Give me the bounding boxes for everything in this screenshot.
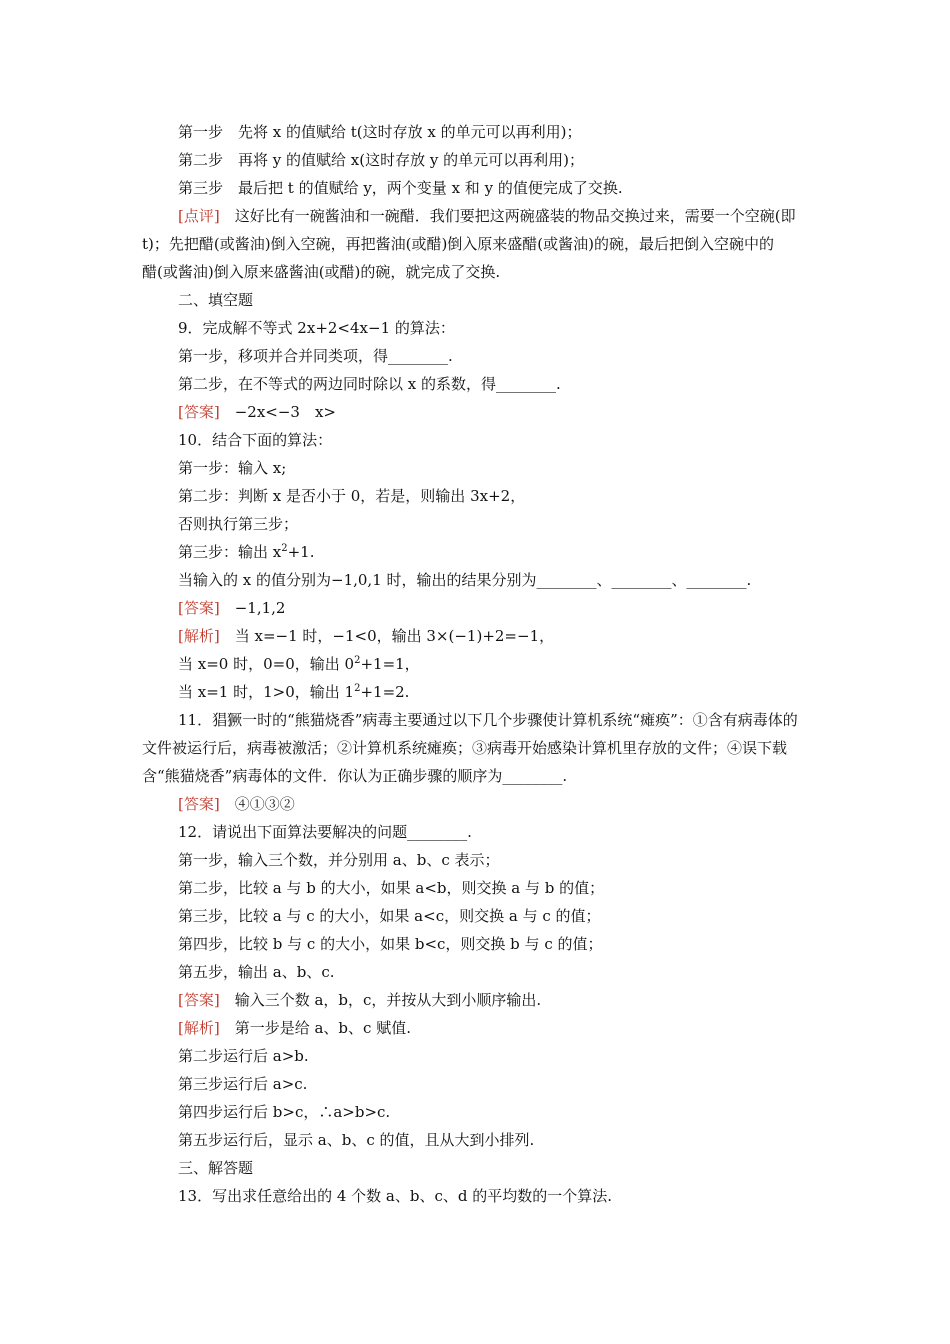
analysis-tag: [解析] [178,627,220,645]
comment-tag: [点评] [178,207,220,225]
q12-step-5: 第五步，输出 a、b、c. [178,963,335,981]
q12-answer [178,989,541,1011]
q10-analysis-3-exponent: 2 [354,683,361,694]
q12-analysis-3: 第三步运行后 a>c. [178,1075,308,1093]
q9-step-1: 第一步，移项并合并同类项，得________. [178,347,453,365]
q10-step-2b: 否则执行第三步； [178,515,299,533]
q9-step-2: 第二步，在不等式的两边同时除以 x 的系数，得________. [178,375,561,393]
comment-line-2: t)；先把醋(或酱油)倒入空碗，再把酱油(或醋)倒入原来盛醋(或酱油)的碗，最后把倒入空碗中的 [142,235,774,253]
q12-step-4: 第四步，比较 b 与 c 的大小，如果 b<c，则交换 b 与 c 的值； [178,935,603,953]
q10-step-3 [178,541,315,563]
section-2-title: 二、填空题 [178,291,254,309]
q9-stem: 9．完成解不等式 2x+2<4x−1 的算法： [178,319,455,337]
q10-question: 当输入的 x 的值分别为−1,0,1 时，输出的结果分别为________、________、________. [178,571,752,589]
q10-answer [178,597,285,619]
q12-step-1: 第一步，输入三个数，并分别用 a、b、c 表示； [178,851,500,869]
q11-line-2: 文件被运行后，病毒被激活；②计算机系统瘫痪；③病毒开始感染计算机里存放的文件；④误下载 [142,739,788,757]
q12-analysis-2: 第二步运行后 a>b. [178,1047,309,1065]
q10-analysis-3-text: 当 x=1 时，1>0，输出 1 [178,683,355,701]
q10-step-1: 第一步：输入 x; [178,459,287,477]
q10-step-3-exponent: 2 [281,543,288,554]
q10-step-3-text: 第三步：输出 x [178,543,282,561]
answer-text: −1,1,2 [219,599,286,617]
answer-tag: [答案] [178,403,220,421]
q10-stem: 10．结合下面的算法： [178,431,333,449]
q13-stem: 13．写出求任意给出的 4 个数 a、b、c、d 的平均数的一个算法. [178,1187,613,1205]
answer-text: ④①③② [219,795,295,813]
q10-analysis-2-exponent: 2 [354,655,361,666]
q10-step-3-tail: +1. [287,543,315,561]
answer-tag: [答案] [178,795,220,813]
answer-tag: [答案] [178,991,220,1009]
answer-tag: [答案] [178,599,220,617]
comment-text-1: 这好比有一碗酱油和一碗醋．我们要把这两碗盛装的物品交换过来，需要一个空碗(即 [219,207,796,225]
q12-analysis-1 [178,1017,411,1039]
q10-analysis-3-tail: +1=2. [360,683,410,701]
q12-step-2: 第二步，比较 a 与 b 的大小，如果 a<b，则交换 a 与 b 的值； [178,879,605,897]
step-2-line: 第二步 再将 y 的值赋给 x(这时存放 y 的单元可以再利用)； [178,151,584,169]
step-3-line: 第三步 最后把 t 的值赋给 y，两个变量 x 和 y 的值便完成了交换. [178,179,623,197]
q10-analysis-2-tail: +1=1， [360,655,420,673]
answer-text: 输入三个数 a，b，c，并按从大到小顺序输出. [219,991,542,1009]
q12-step-3: 第三步，比较 a 与 c 的大小，如果 a<c，则交换 a 与 c 的值； [178,907,601,925]
q10-analysis-2-text: 当 x=0 时，0=0，输出 0 [178,655,355,673]
q11-line-1: 11．猖獗一时的“熊猫烧香”病毒主要通过以下几个步骤使计算机系统“瘫痪”：①含有病毒体的 [178,711,798,729]
q10-analysis-3 [178,681,409,703]
q12-analysis-5: 第五步运行后，显示 a、b、c 的值，且从大到小排列. [178,1131,535,1149]
q11-answer [178,793,295,815]
q10-analysis-2 [178,653,420,675]
analysis-tag: [解析] [178,1019,220,1037]
q12-analysis-4: 第四步运行后 b>c，∴a>b>c. [178,1103,391,1121]
q10-step-2: 第二步：判断 x 是否小于 0，若是，则输出 3x+2， [178,487,526,505]
comment-line-1 [178,205,796,227]
q10-analysis-1 [178,625,554,647]
q9-answer [178,401,336,423]
q12-stem: 12．请说出下面算法要解决的问题________. [178,823,472,841]
q11-line-3: 含“熊猫烧香”病毒体的文件．你认为正确步骤的顺序为________. [142,767,568,785]
comment-line-3: 醋(或酱油)倒入原来盛酱油(或醋)的碗，就完成了交换. [142,263,501,281]
answer-text: −2x<−3 x> [219,403,336,421]
analysis-text: 当 x=−1 时，−1<0，输出 3×(−1)+2=−1， [219,627,555,645]
step-1-line: 第一步 先将 x 的值赋给 t(这时存放 x 的单元可以再利用)； [178,123,582,141]
section-3-title: 三、解答题 [178,1159,254,1177]
analysis-text: 第一步是给 a、b、c 赋值. [219,1019,411,1037]
